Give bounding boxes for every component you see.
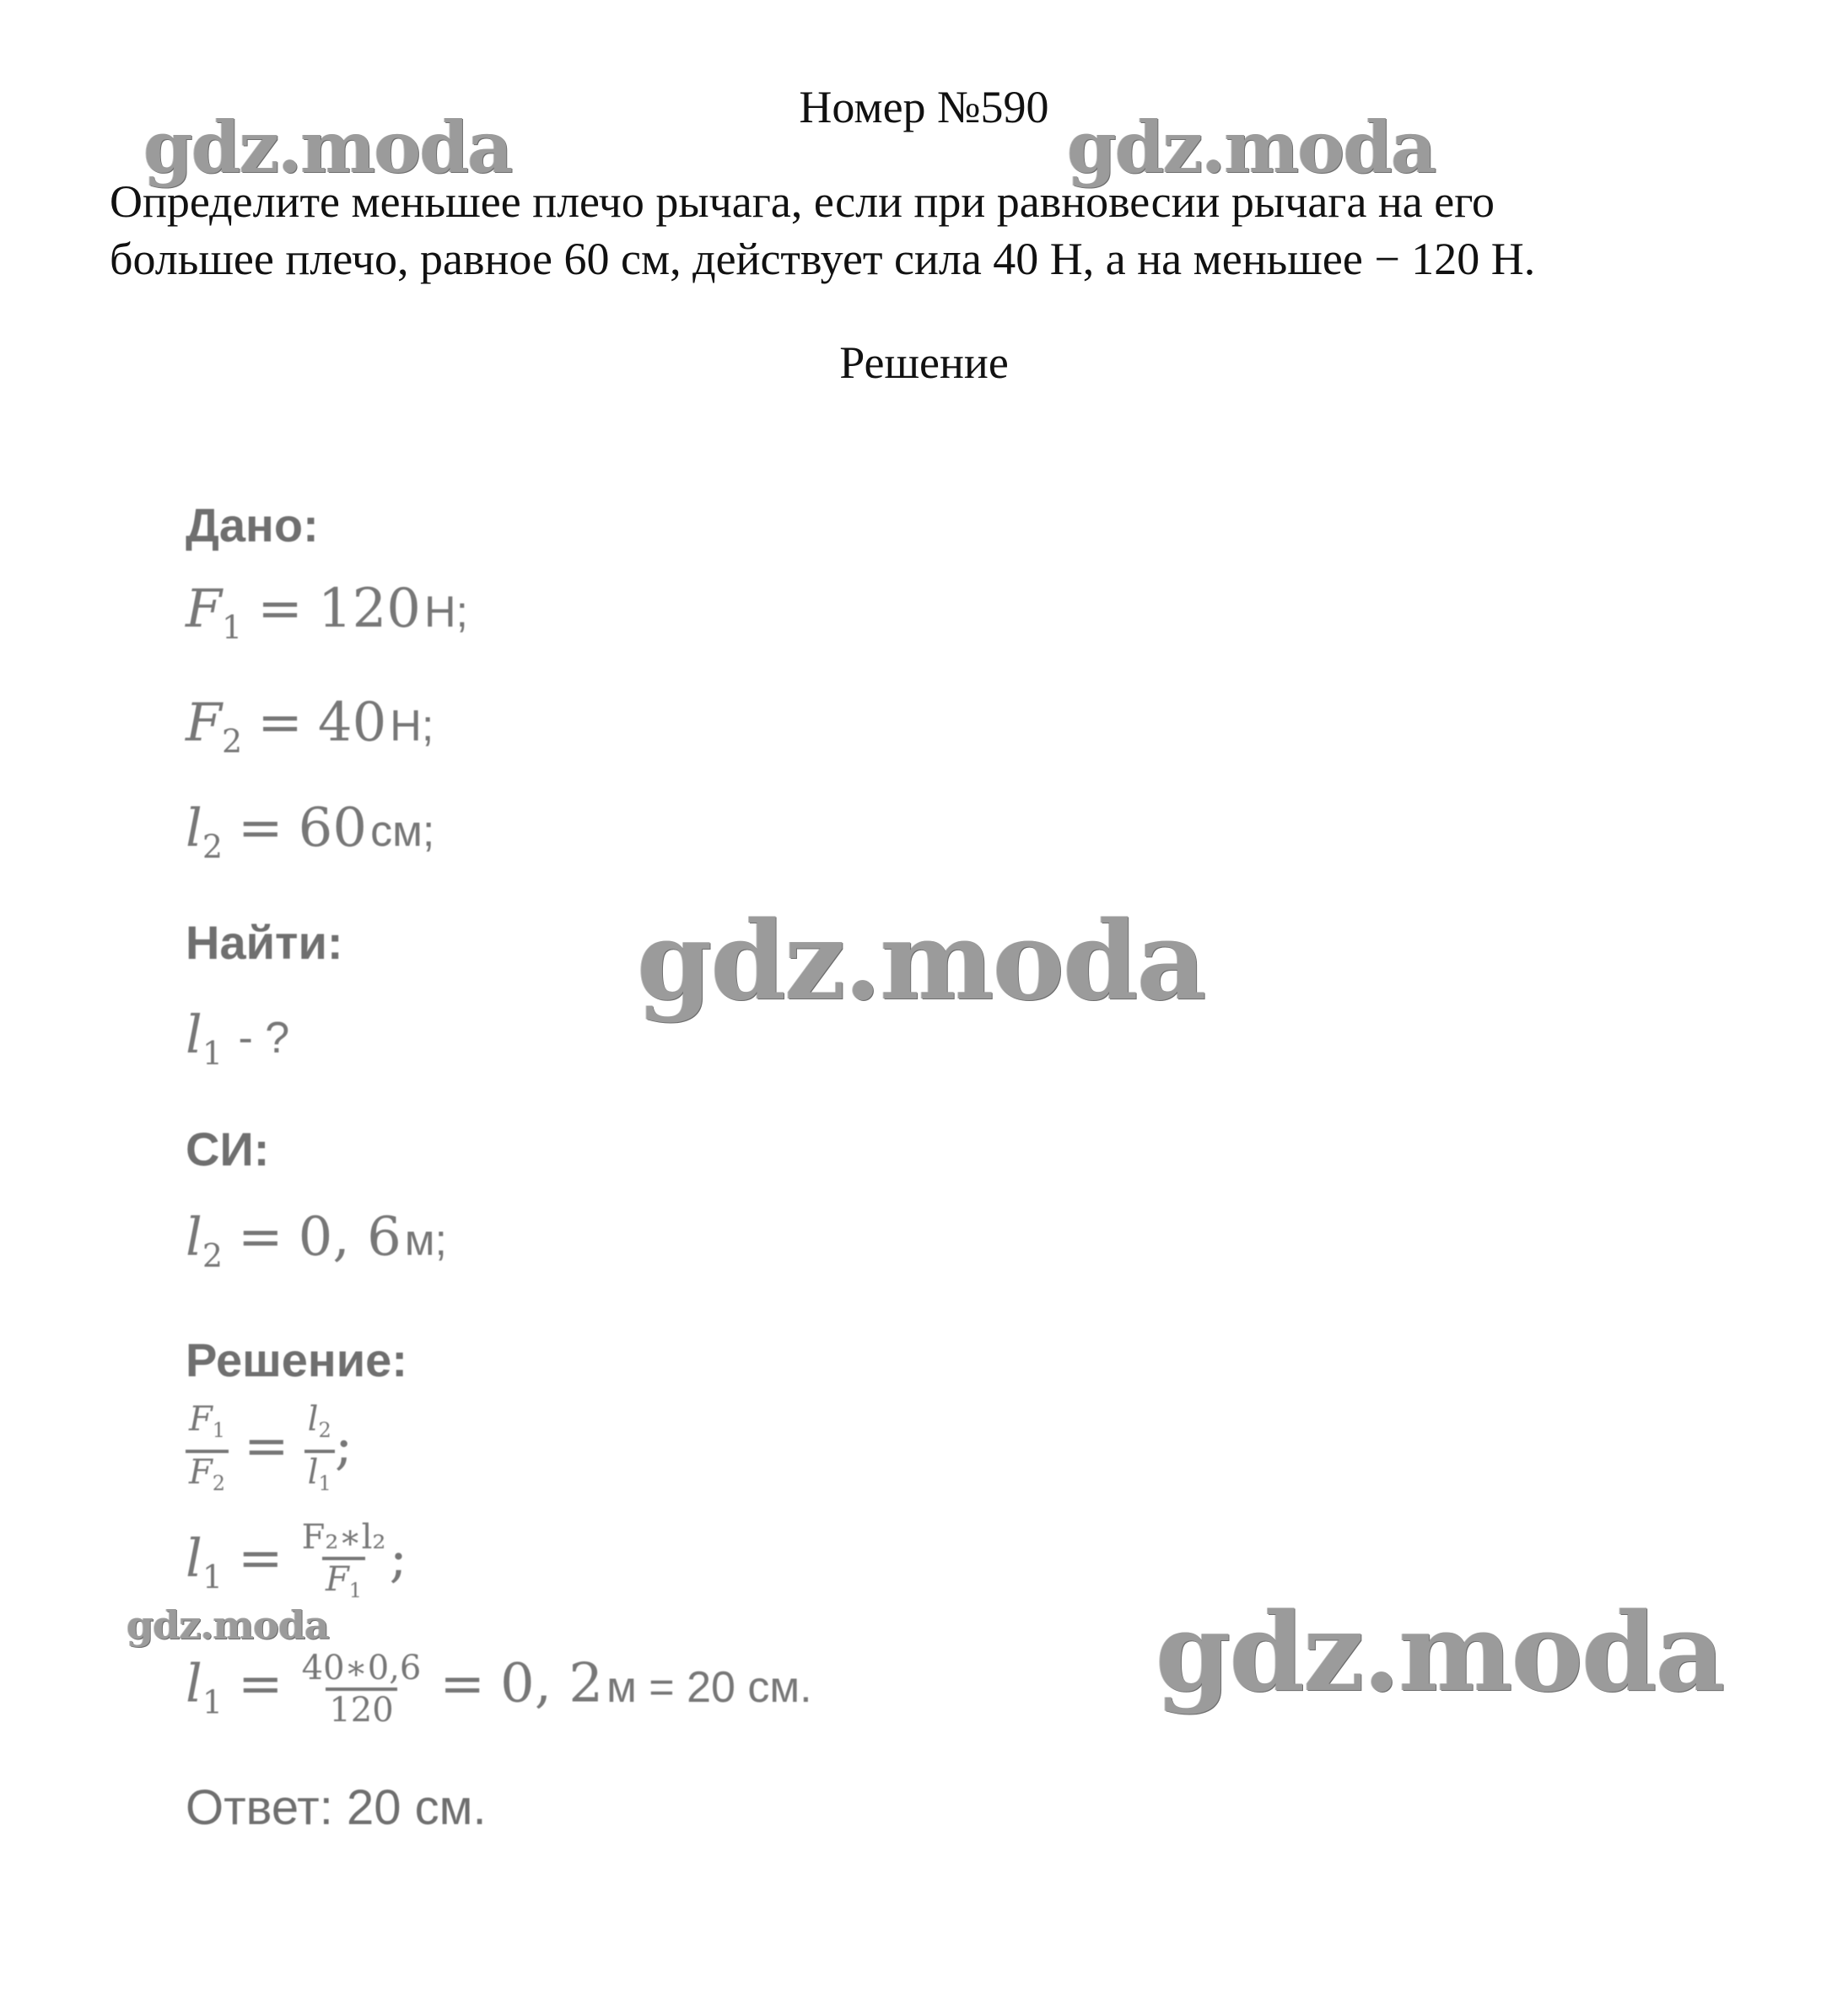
calculation-equation: $l_1$ = $\frac{40∗0,6}{120}$ = 0, 2м = 20 см. (186, 1649, 812, 1730)
given-f2: $F_2 = 40Н$; (186, 692, 434, 760)
si-l2: $l_2 = 0$, 6м; (186, 1206, 447, 1274)
watermark-top-left: gdz.moda (143, 105, 512, 189)
watermark-center: gdz.moda (637, 898, 1205, 1025)
watermark-top-right: gdz.moda (1067, 105, 1436, 189)
given-l2: $l_2 = 60см$; (186, 797, 435, 865)
given-f1: $F_1 = 120Н$; (186, 578, 468, 646)
watermark-bottom-right: gdz.moda (1156, 1590, 1724, 1716)
formula-fraction: $\frac{\text{F₂∗l₂}}{F_1}$ (299, 1518, 390, 1610)
problem-line-2: большее плечо, равное 60 см, действует сила 40 Н, а на меньшее − 120 Н. (110, 234, 1536, 284)
find-l1: $l_1$ - ? (186, 1004, 290, 1072)
watermark-small: gdz.moda (127, 1602, 329, 1648)
ratio-right-fraction: $\frac{l_2}{l_1}$ (304, 1400, 335, 1503)
page-title: Номер №590 (799, 82, 1049, 132)
ratio-equation: $\frac{F_1}{F_2}$ = $\frac{l_2}{l_1}$ ; (186, 1400, 353, 1503)
problem-line-1: Определите меньшее плечо рычага, если при равновесии рычага на его (110, 176, 1495, 227)
answer: Ответ: 20 см. (186, 1780, 487, 1835)
formula-equation: $l_1$ = $\frac{\text{F₂∗l₂}}{F_1}$ ; (186, 1518, 407, 1610)
solution-heading: Решение (839, 337, 1009, 388)
si-label: СИ: (186, 1122, 270, 1176)
calculation-fraction: $\frac{40∗0,6}{120}$ (301, 1649, 422, 1730)
given-label: Дано: (186, 498, 319, 552)
find-label: Найти: (186, 916, 343, 969)
solve-label: Решение: (186, 1333, 407, 1386)
ratio-left-fraction: $\frac{F_1}{F_2}$ (186, 1400, 229, 1503)
problem-statement (110, 173, 1763, 288)
